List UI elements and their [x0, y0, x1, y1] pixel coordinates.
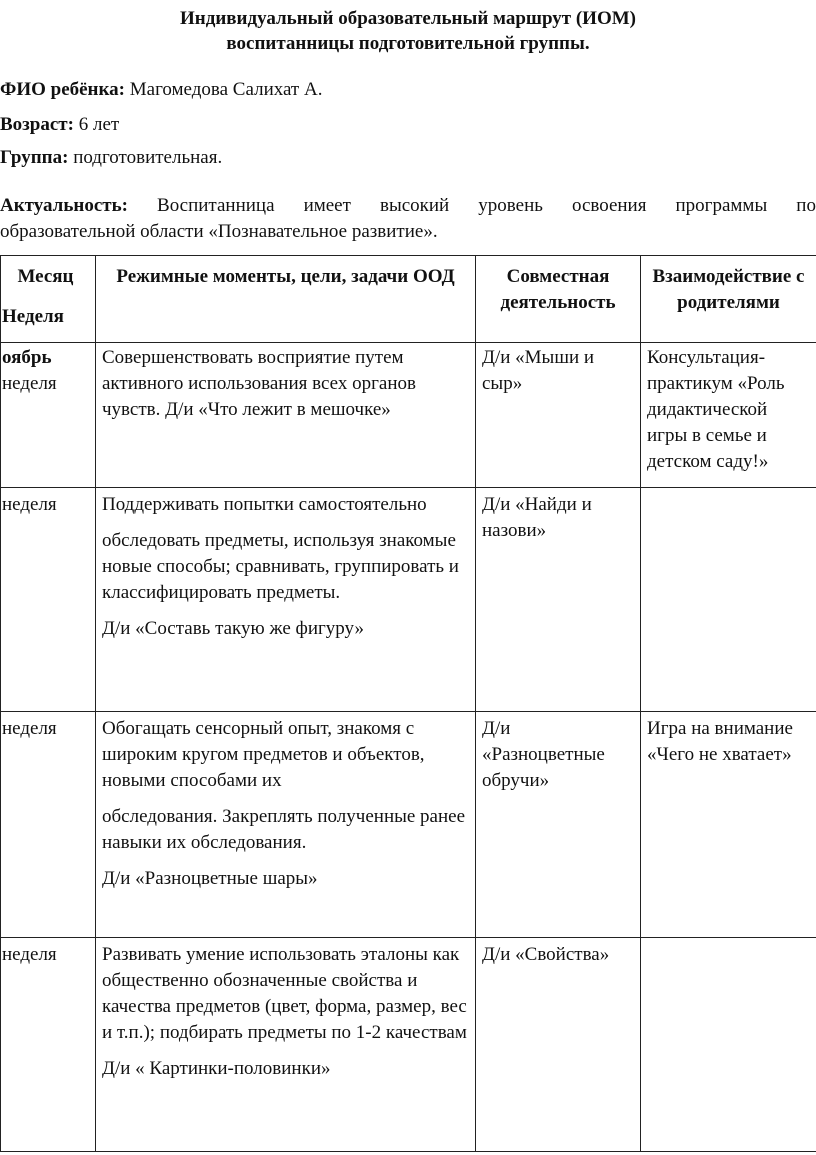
relevance-word: программы: [675, 195, 768, 216]
group-label: Группа:: [0, 147, 69, 168]
cell-month-week: [1, 343, 96, 488]
goal-text: Развивать умение использовать эталоны как общественно обозначенные свойства и качества предметов (цвет, форма, размер, вес и т.п.); подбирать предметы по 1-2 качествам: [102, 944, 467, 1043]
group-value: подготовительная.: [73, 147, 223, 168]
goal-text: Д/и «Составь такую же фигуру»: [102, 618, 365, 639]
goal-text: Обогащать сенсорный опыт, знакомя с широким кругом предметов и объектов, новыми способами их: [102, 718, 425, 791]
month-label: оябрь: [2, 347, 52, 368]
goal-text: Д/и «Разноцветные шары»: [102, 868, 318, 889]
title-line-1: Индивидуальный образовательный маршрут (ИОМ): [179, 8, 636, 29]
cell-month-week: [1, 488, 96, 712]
cell-parents: Игра на внимание «Чего не хватает»: [641, 712, 816, 938]
cell-goals: [96, 938, 476, 1152]
relevance-word: имеет: [303, 195, 351, 216]
cell-parents: [641, 938, 816, 1152]
relevance-word: освоения: [571, 195, 647, 216]
cell-parents: Консультация-практикум «Роль дидактической игры в семье и детском саду!»: [641, 343, 816, 488]
goal-text: обследования. Закреплять полученные ранее навыки их обследования.: [102, 806, 466, 853]
week-label: неделя: [2, 944, 57, 965]
relevance-label: Актуальность:: [0, 195, 128, 216]
title-line-2: воспитанницы подготовительной группы.: [226, 33, 590, 54]
relevance-line-1: [0, 193, 816, 219]
header-week: Неделя: [2, 306, 64, 327]
table-row: [1, 343, 816, 488]
week-label: неделя: [2, 494, 57, 515]
cell-goals: [96, 488, 476, 712]
cell-month-week: [1, 712, 96, 938]
relevance-word: по: [796, 195, 816, 216]
cell-goals: [96, 343, 476, 488]
relevance-word: высокий: [379, 195, 450, 216]
cell-joint-activity: Д/и «Найди и назови»: [476, 488, 641, 712]
goal-text: Совершенствовать восприятие путем активного использования всех органов чувств. Д/и «Что лежит в мешочке»: [102, 347, 416, 420]
age-label: Возраст:: [0, 114, 74, 135]
cell-joint-activity: Д/и «Свойства»: [476, 938, 641, 1152]
route-table: [0, 255, 816, 1152]
table-header-row: [1, 256, 816, 343]
relevance-paragraph: [0, 193, 816, 245]
age-value: 6 лет: [78, 114, 120, 135]
cell-parents: [641, 488, 816, 712]
cell-joint-activity: Д/и «Разноцветные обручи»: [476, 712, 641, 938]
fio-field: [0, 78, 322, 102]
header-month-week: [1, 256, 96, 343]
week-label: неделя: [2, 718, 57, 739]
header-month: Месяц: [17, 266, 74, 287]
goal-text: Д/и « Картинки-половинки»: [102, 1058, 331, 1079]
table-row: [1, 712, 816, 938]
header-goals: Режимные моменты, цели, задачи ООД: [96, 256, 476, 343]
goal-text: обследовать предметы, используя знакомые новые способы; сравнивать, группировать и классифицировать предметы.: [102, 530, 459, 603]
fio-value: Магомедова Салихат А.: [129, 79, 323, 100]
goal-text: Поддерживать попытки самостоятельно: [102, 494, 427, 515]
header-joint-activity: Совместная деятельность: [476, 256, 641, 343]
relevance-word: Воспитанница: [157, 195, 275, 216]
cell-joint-activity: Д/и «Мыши и сыр»: [476, 343, 641, 488]
table-row: [1, 488, 816, 712]
cell-goals: [96, 712, 476, 938]
week-label: неделя: [2, 373, 57, 394]
header-parents: Взаимодействие с родителями: [641, 256, 816, 343]
relevance-line-2: образовательной области «Познавательное развитие».: [0, 221, 438, 242]
relevance-word: уровень: [478, 195, 543, 216]
age-field: [0, 113, 119, 137]
document-title: [0, 6, 816, 56]
fio-label: ФИО ребёнка:: [0, 79, 125, 100]
table-row: [1, 938, 816, 1152]
group-field: [0, 146, 222, 170]
cell-month-week: [1, 938, 96, 1152]
